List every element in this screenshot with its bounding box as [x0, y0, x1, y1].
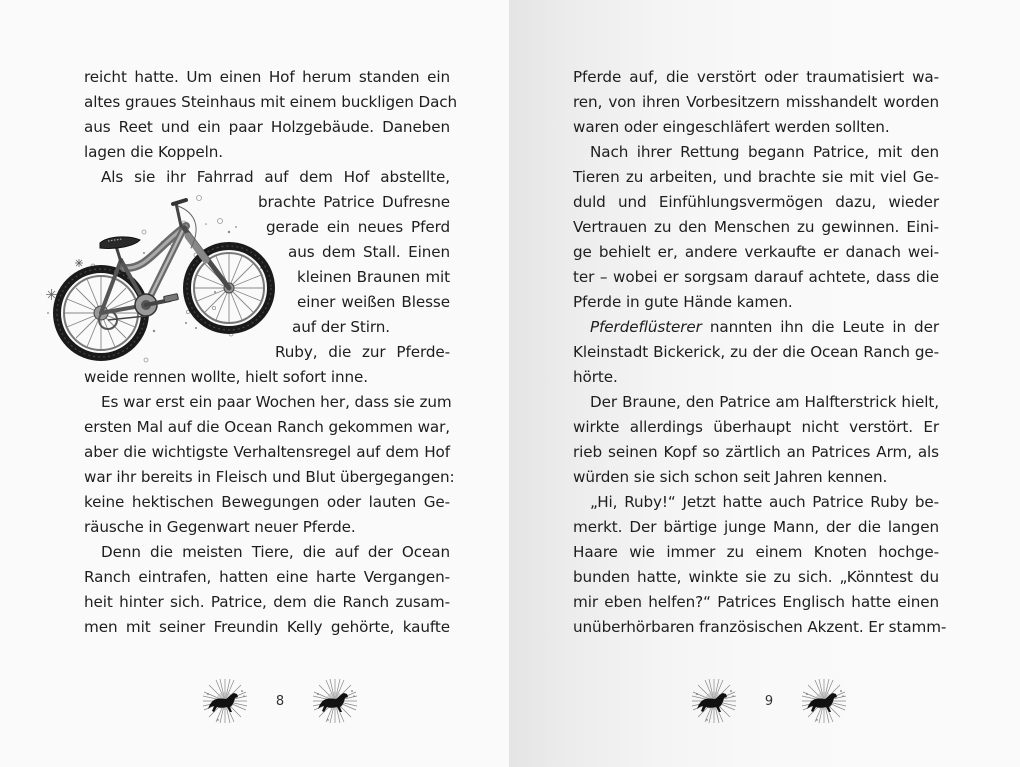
- text-line: räusche in Gegenwart neuer Pferde.: [84, 518, 356, 536]
- text-line: Nach ihrer Rettung begann Patrice, mit den: [590, 143, 939, 161]
- text-line: gerade ein neues Pferd: [266, 218, 450, 236]
- page-footer-right: [689, 676, 849, 726]
- text-line: keine hektischen Bewegungen oder lauten Ge-: [84, 493, 450, 511]
- galloping-horse-starburst-icon: [689, 676, 739, 726]
- text-line: aber die wichtigste Verhaltensregel auf dem Hof: [84, 443, 450, 461]
- text-line: wirkte allerdings überhaupt nicht verstört. Er: [573, 418, 939, 436]
- text-line: waren oder eingeschläfert werden sollten.: [573, 118, 890, 136]
- right-page-text: [573, 65, 947, 640]
- text-line: aus dem Stall. Einen: [288, 243, 450, 261]
- text-line: ersten Mal auf die Ocean Ranch gekommen war,: [84, 418, 450, 436]
- text-line: auf der Stirn.: [292, 318, 391, 336]
- text-line: Ranch eintrafen, hatten eine harte Vergangen-: [84, 568, 450, 586]
- text-line: ter – wobei er sorgsam darauf achtete, dass die: [573, 268, 939, 286]
- text-line: Kleinstadt Bickerick, zu der die Ocean Ranch ge-: [573, 343, 939, 361]
- text-line: ge behielt er, andere verkaufte er danach wei-: [573, 243, 939, 261]
- text-line: Es war erst ein paar Wochen her, dass sie zum: [101, 393, 452, 411]
- text-line: reicht hatte. Um einen Hof herum standen ein: [84, 68, 450, 86]
- text-line: würden sie sich schon seit Jahren kennen.: [573, 468, 888, 486]
- text-line: Der Braune, den Patrice am Halfterstrick hielt,: [590, 393, 939, 411]
- text-line: kleinen Braunen mit: [297, 268, 450, 286]
- text-line: Vertrauen zu den Menschen zu gewinnen. Eini-: [573, 218, 939, 236]
- bicycle-illustration: [36, 188, 286, 368]
- text-line: heit hinter sich. Patrice, dem die Ranch zusam-: [84, 593, 450, 611]
- text-line: Pferde auf, die verstört oder traumatisiert wa-: [573, 68, 939, 86]
- emphasized-word: Pferdeflüsterer: [590, 318, 702, 336]
- text-line: einer weißen Blesse: [297, 293, 450, 311]
- galloping-horse-starburst-icon: [799, 676, 849, 726]
- text-line: Tieren zu arbeiten, und brachte sie mit viel Ge-: [573, 168, 939, 186]
- text-line: brachte Patrice Dufresne: [258, 193, 450, 211]
- text-line: Pferde in gute Hände kamen.: [573, 293, 793, 311]
- text-line: mir eben helfen?“ Patrices Englisch hatte einen: [573, 593, 939, 611]
- text-line: hörte.: [573, 368, 618, 386]
- text-line: lagen die Koppeln.: [84, 143, 223, 161]
- text-line: ren, von ihren Vorbesitzern misshandelt worden: [573, 93, 939, 111]
- page-footer-left: [200, 676, 360, 726]
- text-line: Ruby, die zur Pferde-: [275, 343, 450, 361]
- text-line: merkt. Der bärtige junge Mann, der die langen: [573, 518, 939, 536]
- text-line: weide rennen wollte, hielt sofort inne.: [84, 368, 369, 386]
- galloping-horse-starburst-icon: [200, 676, 250, 726]
- text-line: war ihr bereits in Fleisch und Blut übergegangen:: [84, 468, 455, 486]
- right-page: [509, 0, 1020, 767]
- text-line: Denn die meisten Tiere, die auf der Ocean: [101, 543, 450, 561]
- text-line: Als sie ihr Fahrrad auf dem Hof abstellte,: [101, 168, 450, 186]
- page-number: 9: [764, 693, 774, 709]
- text-line: Haare wie immer zu einem Knoten hochge-: [573, 543, 939, 561]
- text-line: rieb seinen Kopf so zärtlich an Patrices Arm, als: [573, 443, 939, 461]
- text-line: bunden hatte, winkte sie zu sich. „Könntest du: [573, 568, 939, 586]
- text-line: unüberhörbaren französischen Akzent. Er stamm-: [573, 618, 947, 636]
- text-line: [573, 315, 939, 340]
- text-fragment: nannten ihn die Leute in der: [709, 318, 939, 336]
- page-number: 8: [275, 693, 285, 709]
- text-line: aus Reet und ein paar Holzgebäude. Daneben: [84, 118, 450, 136]
- text-line: altes graues Steinhaus mit einem buckligen Dach: [84, 93, 458, 111]
- galloping-horse-starburst-icon: [310, 676, 360, 726]
- text-line: duld und Einfühlungsvermögen dazu, wieder: [573, 193, 939, 211]
- text-line: „Hi, Ruby!“ Jetzt hatte auch Patrice Ruby be-: [590, 493, 939, 511]
- text-line: men mit seiner Freundin Kelly gehörte, kaufte: [84, 618, 450, 636]
- left-page: [0, 0, 509, 767]
